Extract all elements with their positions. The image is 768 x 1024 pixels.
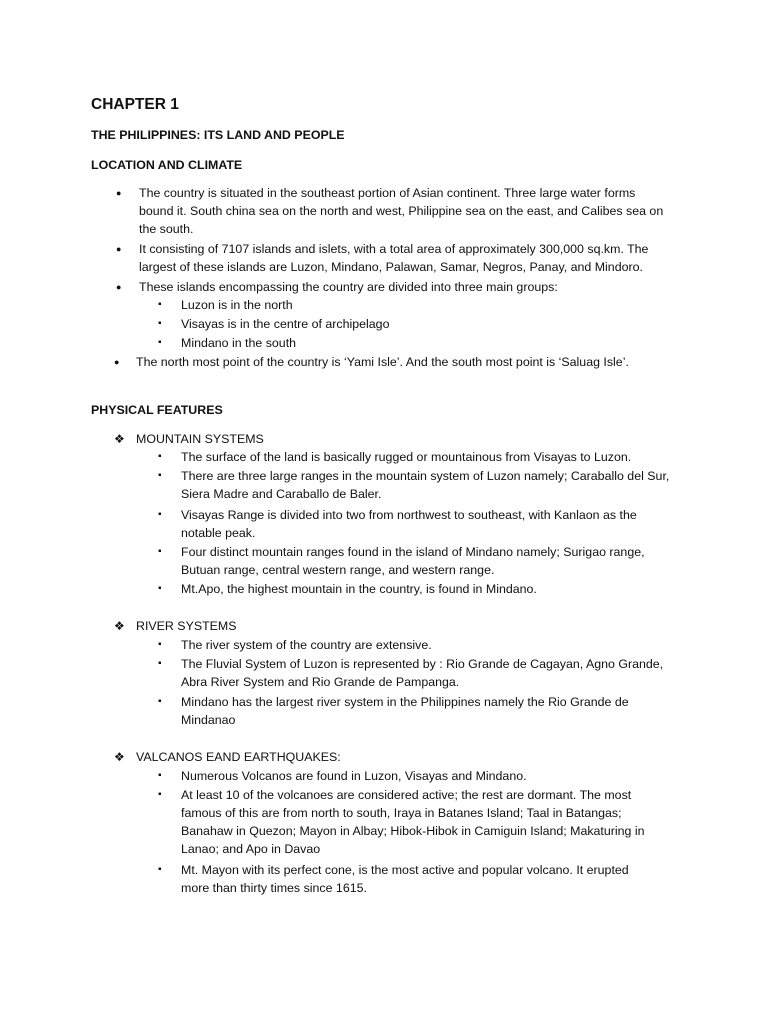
chapter-heading: CHAPTER 1	[91, 96, 179, 113]
square-bullet-icon: ▪	[158, 299, 162, 310]
list-item: The north most point of the country is ‘Yami Isle’. And the south most point is ‘Saluag Isle’.	[136, 355, 629, 369]
round-bullet-icon: ●	[114, 357, 120, 367]
list-item: Numerous Volcanos are found in Luzon, Visayas and Mindano.	[181, 769, 527, 783]
list-item: Four distinct mountain ranges found in the island of Mindano namely; Surigao range, Butuan range, central western range, and western range.	[181, 545, 645, 577]
square-bullet-icon: ▪	[158, 583, 162, 594]
subsection-heading-river: RIVER SYSTEMS	[136, 619, 237, 633]
chapter-title: THE PHILIPPINES: ITS LAND AND PEOPLE	[91, 128, 345, 142]
diamond-bullet-icon: ❖	[114, 750, 125, 764]
diamond-bullet-icon: ❖	[114, 619, 125, 633]
square-bullet-icon: ▪	[158, 509, 162, 520]
list-item: Mt. Mayon with its perfect cone, is the most active and popular volcano. It erupted more than thirty times since 1615.	[181, 863, 629, 895]
list-item: These islands encompassing the country are divided into three main groups:	[139, 280, 558, 294]
round-bullet-icon: ●	[116, 282, 122, 292]
square-bullet-icon: ▪	[158, 318, 162, 329]
square-bullet-icon: ▪	[158, 789, 162, 800]
list-item: Visayas is in the centre of archipelago	[181, 317, 390, 331]
list-item: Mt.Apo, the highest mountain in the country, is found in Mindano.	[181, 582, 537, 596]
square-bullet-icon: ▪	[158, 546, 162, 557]
round-bullet-icon: ●	[116, 188, 122, 198]
list-item: Mindano in the south	[181, 336, 297, 350]
diamond-bullet-icon: ❖	[114, 432, 125, 446]
list-item: The surface of the land is basically rugged or mountainous from Visayas to Luzon.	[181, 450, 632, 464]
round-bullet-icon: ●	[116, 244, 122, 254]
subsection-heading-volcano: VALCANOS EAND EARTHQUAKES:	[136, 750, 341, 764]
list-item: At least 10 of the volcanoes are considered active; the rest are dormant. The most famous of this are from north to south, Iraya in Batanes Island; Taal in Batangas; Banahaw in Quezon; Mayon in Albay; Hibok-Hibok in Camiguin Island; Makaturing in Lanao; and Apo in Davao	[181, 788, 645, 856]
list-item: Visayas Range is divided into two from northwest to southeast, with Kanlaon as the notable peak.	[181, 508, 637, 540]
list-item: The Fluvial System of Luzon is represented by : Rio Grande de Cagayan, Agno Grande, Abra River System and Rio Grande de Pampanga.	[181, 657, 664, 689]
list-item: Luzon is in the north	[181, 298, 293, 312]
square-bullet-icon: ▪	[158, 451, 162, 462]
list-item: It consisting of 7107 islands and islets, with a total area of approximately 300,000 sq.km. The largest of these islands are Luzon, Mindano, Palawan, Samar, Negros, Panay, and Mindoro.	[139, 242, 649, 274]
section-heading-location: LOCATION AND CLIMATE	[91, 158, 243, 172]
square-bullet-icon: ▪	[158, 696, 162, 707]
section-heading-physical: PHYSICAL FEATURES	[91, 403, 223, 417]
square-bullet-icon: ▪	[158, 470, 162, 481]
subsection-heading-mountain: MOUNTAIN SYSTEMS	[136, 432, 264, 446]
square-bullet-icon: ▪	[158, 639, 162, 650]
list-item: There are three large ranges in the mountain system of Luzon namely; Caraballo del Sur, Siera Madre and Caraballo de Baler.	[181, 469, 670, 501]
list-item: Mindano has the largest river system in the Philippines namely the Rio Grande de Mindanao	[181, 695, 629, 727]
list-item: The river system of the country are extensive.	[181, 638, 432, 652]
square-bullet-icon: ▪	[158, 337, 162, 348]
square-bullet-icon: ▪	[158, 864, 162, 875]
list-item: The country is situated in the southeast portion of Asian continent. Three large water forms bound it. South china sea on the north and west, Philippine sea on the east, and Calibes sea on the south.	[139, 186, 664, 236]
square-bullet-icon: ▪	[158, 770, 162, 781]
square-bullet-icon: ▪	[158, 658, 162, 669]
